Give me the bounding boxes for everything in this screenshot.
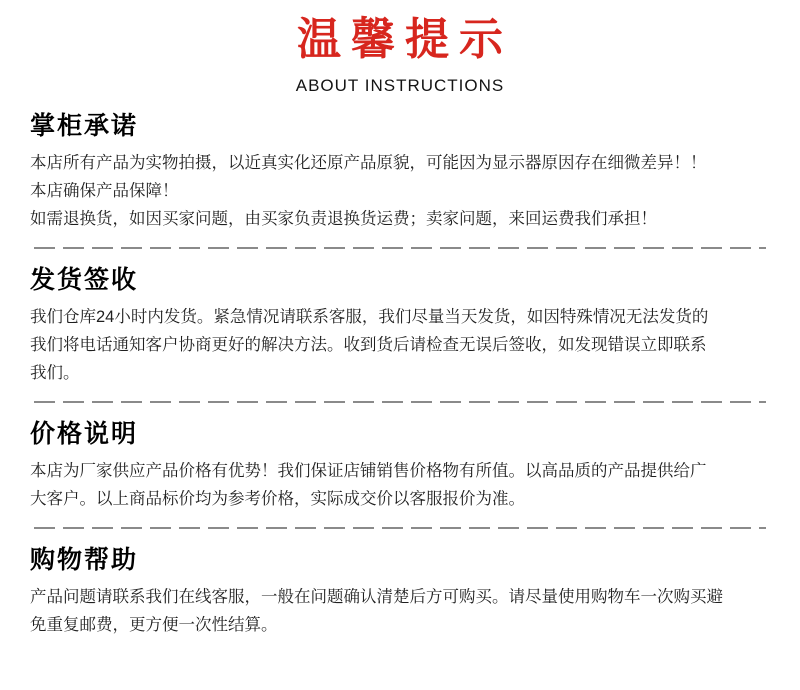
dashed-divider: [34, 247, 766, 249]
section-shopkeeper-promise: [30, 111, 770, 233]
section-heading: 掌柜承诺: [30, 111, 139, 140]
body-line: 我们将电话通知客户协商更好的解决方法。收到货后请检查无误后签收，如发现错误立即联系: [30, 335, 707, 354]
body-line: 我们。: [30, 363, 80, 382]
page-title: 温馨提示: [297, 15, 513, 64]
section-body: [30, 457, 770, 513]
body-line: 大客户。以上商品标价均为参考价格，实际成交价以客服报价为准。: [30, 489, 525, 508]
section-heading: 发货签收: [30, 265, 139, 294]
body-line: 产品问题请联系我们在线客服，一般在问题确认清楚后方可购买。请尽量使用购物车一次购买避: [30, 587, 723, 606]
page-header: [30, 14, 770, 95]
page-subtitle: ABOUT INSTRUCTIONS: [295, 75, 505, 95]
body-line: 免重复邮费，更方便一次性结算。: [30, 615, 278, 634]
dashed-divider: [34, 527, 766, 529]
section-body: [30, 583, 770, 639]
section-body: [30, 149, 770, 233]
section-price-notes: [30, 419, 770, 513]
body-line: 本店确保产品保障！: [30, 181, 179, 200]
section-heading: 购物帮助: [30, 545, 139, 574]
section-heading: 价格说明: [30, 419, 139, 448]
section-shopping-help: [30, 545, 770, 639]
section-body: [30, 303, 770, 387]
body-line: 本店为厂家供应产品价格有优势！我们保证店铺销售价格物有所值。以高品质的产品提供给广: [30, 461, 707, 480]
body-line: 如需退换货，如因买家问题，由买家负责退换货运费；卖家问题，来回运费我们承担！: [30, 209, 657, 228]
body-line: 我们仓库24小时内发货。紧急情况请联系客服，我们尽量当天发货，如因特殊情况无法发货的: [30, 307, 709, 326]
body-line: 本店所有产品为实物拍摄，以近真实化还原产品原貌，可能因为显示器原因存在细微差异！！: [30, 153, 707, 172]
dashed-divider: [34, 401, 766, 403]
section-shipping-receipt: [30, 265, 770, 387]
